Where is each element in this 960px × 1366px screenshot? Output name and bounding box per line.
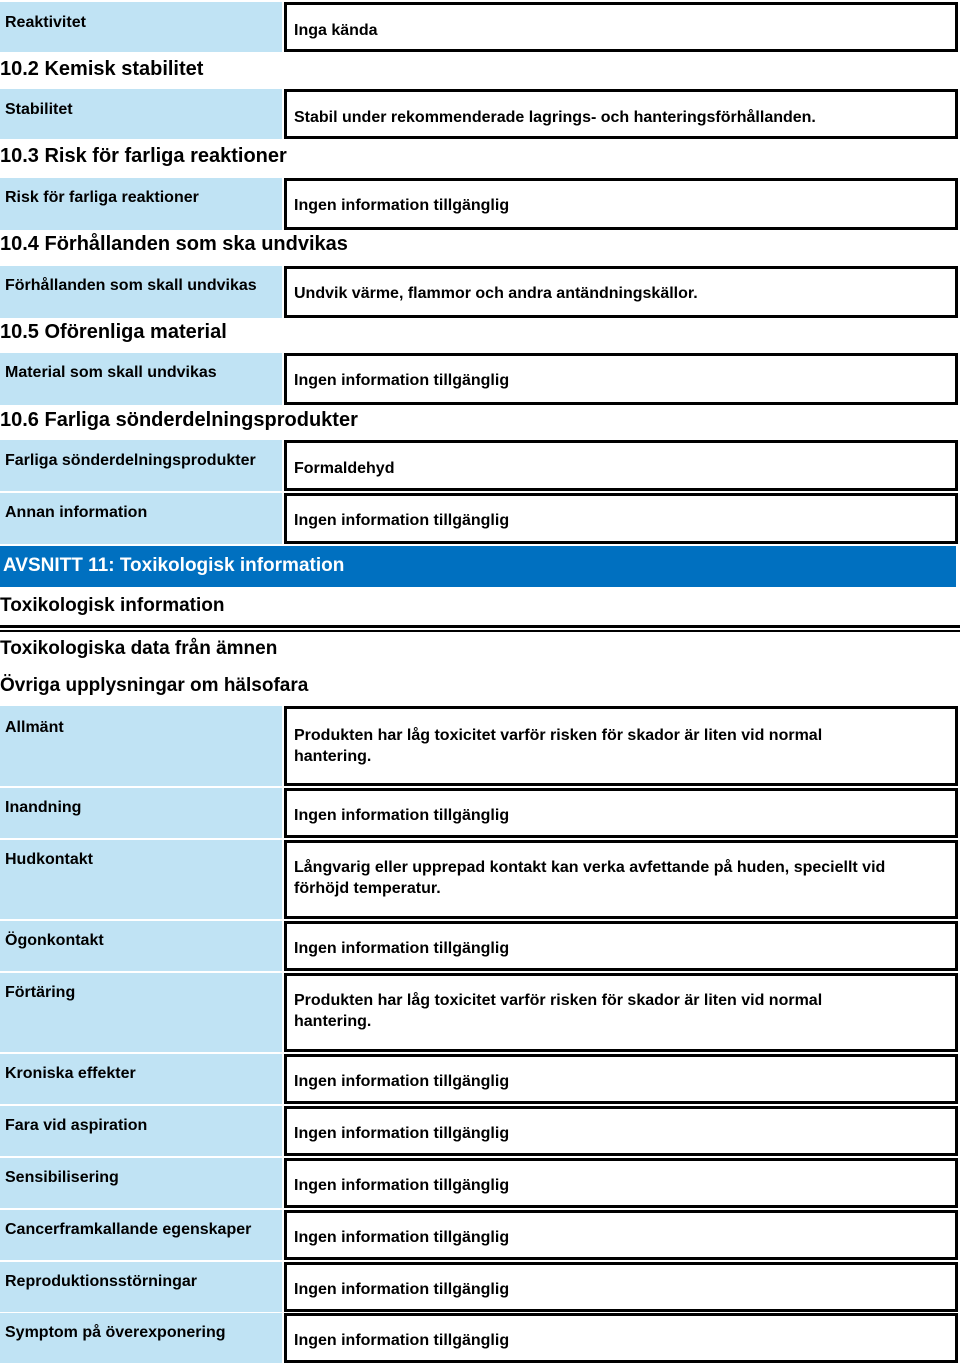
row-fortaring	[0, 973, 960, 1052]
row-value: Ingen information tillgänglig	[284, 1313, 958, 1363]
row-ogonkontakt	[0, 921, 960, 971]
row-label: Stabilitet	[0, 89, 282, 139]
row-label: Fara vid aspiration	[0, 1106, 282, 1156]
subheading-toxikologiska-data: Toxikologiska data från ämnen	[0, 638, 278, 659]
row-reaktivitet	[0, 2, 960, 52]
divider	[0, 630, 960, 632]
row-value: Inga kända	[284, 2, 958, 52]
row-value: Ingen information tillgänglig	[284, 921, 958, 971]
subheading-ovriga-upplysningar: Övriga upplysningar om hälsofara	[0, 675, 309, 696]
section-heading-10-3: 10.3 Risk för farliga reaktioner	[0, 145, 287, 167]
section-heading-10-6: 10.6 Farliga sönderdelningsprodukter	[0, 409, 358, 431]
row-symptom-overexponering	[0, 1313, 960, 1363]
row-label: Inandning	[0, 788, 282, 838]
row-value: Långvarig eller upprepad kontakt kan verka avfettande på huden, speciellt vid förhöjd temperatur.	[284, 840, 958, 919]
section-heading-10-4: 10.4 Förhållanden som ska undvikas	[0, 233, 348, 255]
row-value: Stabil under rekommenderade lagrings- och hanteringsförhållanden.	[284, 89, 958, 139]
row-label: Annan information	[0, 493, 282, 544]
row-value: Ingen information tillgänglig	[284, 1158, 958, 1208]
section-heading-10-5: 10.5 Oförenliga material	[0, 321, 227, 343]
row-value: Ingen information tillgänglig	[284, 178, 958, 230]
row-sensibilisering	[0, 1158, 960, 1208]
row-reproduktionsstorningar	[0, 1262, 960, 1312]
row-hudkontakt	[0, 840, 960, 919]
section-heading-10-2: 10.2 Kemisk stabilitet	[0, 58, 204, 80]
row-value: Ingen information tillgänglig	[284, 1106, 958, 1156]
row-value: Formaldehyd	[284, 440, 958, 491]
row-risk-farliga-reaktioner	[0, 178, 960, 230]
row-value: Produkten har låg toxicitet varför risken för skador är liten vid normal hantering.	[284, 706, 958, 786]
row-value: Ingen information tillgänglig	[284, 788, 958, 838]
row-label: Kroniska effekter	[0, 1054, 282, 1104]
row-label: Sensibilisering	[0, 1158, 282, 1208]
row-cancerframkallande	[0, 1210, 960, 1260]
row-kroniska-effekter	[0, 1054, 960, 1104]
row-annan-information	[0, 493, 960, 544]
row-value: Ingen information tillgänglig	[284, 353, 958, 405]
row-label: Risk för farliga reaktioner	[0, 178, 282, 230]
row-value: Produkten har låg toxicitet varför risken för skador är liten vid normal hantering.	[284, 973, 958, 1052]
row-fara-vid-aspiration	[0, 1106, 960, 1156]
row-label: Förhållanden som skall undvikas	[0, 266, 282, 318]
row-value: Ingen information tillgänglig	[284, 1262, 958, 1312]
row-farliga-sonderdelningsprodukter	[0, 440, 960, 491]
subheading-toxikologisk-information: Toxikologisk information	[0, 595, 225, 616]
row-allmant	[0, 706, 960, 786]
row-label: Ögonkontakt	[0, 921, 282, 971]
row-label: Reproduktionsstörningar	[0, 1262, 282, 1312]
row-inandning	[0, 788, 960, 838]
row-label: Förtäring	[0, 973, 282, 1052]
row-material	[0, 353, 960, 405]
row-label: Reaktivitet	[0, 2, 282, 52]
row-label: Farliga sönderdelningsprodukter	[0, 440, 282, 491]
row-value: Undvik värme, flammor och andra antändningskällor.	[284, 266, 958, 318]
row-label: Symptom på överexponering	[0, 1313, 282, 1363]
row-label: Cancerframkallande egenskaper	[0, 1210, 282, 1260]
section-band-11: AVSNITT 11: Toxikologisk information	[0, 546, 956, 587]
row-forhallanden	[0, 266, 960, 318]
row-stabilitet	[0, 89, 960, 139]
row-label: Material som skall undvikas	[0, 353, 282, 405]
row-label: Hudkontakt	[0, 840, 282, 919]
row-value: Ingen information tillgänglig	[284, 493, 958, 544]
divider	[0, 625, 960, 628]
row-label: Allmänt	[0, 706, 282, 786]
row-value: Ingen information tillgänglig	[284, 1210, 958, 1260]
row-value: Ingen information tillgänglig	[284, 1054, 958, 1104]
